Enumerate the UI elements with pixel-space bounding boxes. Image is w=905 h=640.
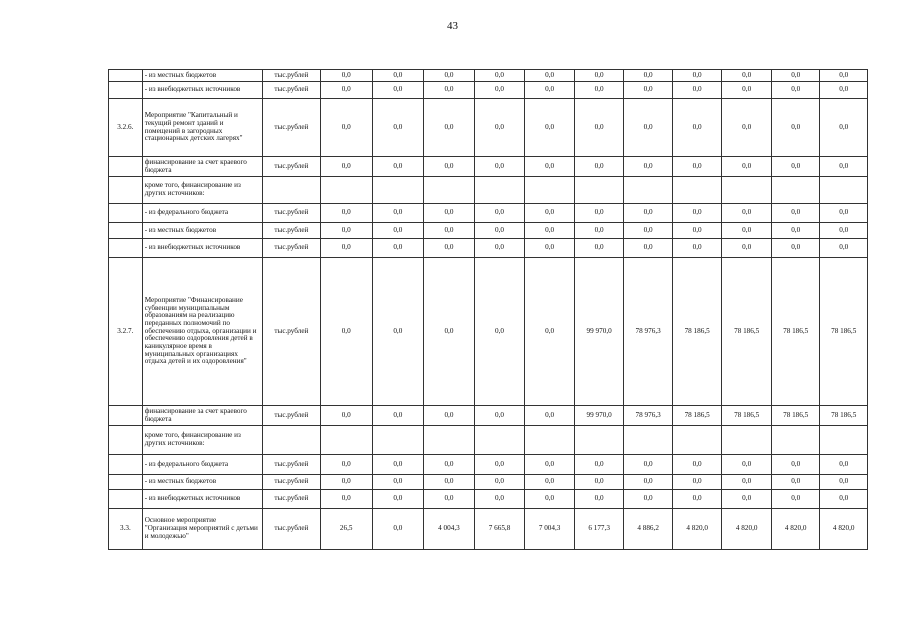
value-cell: 0,0: [424, 239, 475, 258]
value-cell: 0,0: [672, 490, 722, 509]
table-row: [109, 82, 868, 99]
value-cell: [424, 426, 475, 455]
value-cell: 0,0: [372, 490, 424, 509]
value-cell: 99 970,0: [574, 406, 624, 426]
value-cell: 7 004,3: [525, 509, 575, 550]
value-cell: 0,0: [771, 239, 819, 258]
value-cell: 0,0: [474, 406, 525, 426]
value-cell: 0,0: [320, 239, 372, 258]
value-cell: 0,0: [820, 455, 868, 475]
value-cell: 0,0: [771, 70, 819, 82]
value-cell: 0,0: [624, 490, 672, 509]
value-cell: 0,0: [424, 82, 475, 99]
value-cell: 0,0: [372, 157, 424, 177]
value-cell: [320, 426, 372, 455]
value-cell: 0,0: [820, 157, 868, 177]
value-cell: 0,0: [624, 223, 672, 239]
value-cell: 0,0: [820, 204, 868, 223]
row-name: Мероприятие "Капитальный и текущий ремонт зданий и помещений в загородных стационарных детских лагерях": [142, 99, 262, 157]
value-cell: [372, 177, 424, 204]
value-cell: 0,0: [722, 70, 772, 82]
value-cell: 0,0: [372, 258, 424, 406]
value-cell: 0,0: [722, 475, 772, 490]
row-code: [109, 490, 143, 509]
row-code: [109, 455, 143, 475]
value-cell: [672, 177, 722, 204]
row-unit: тыс.рублей: [262, 509, 320, 550]
value-cell: 0,0: [320, 157, 372, 177]
row-name: финансирование за счет краевого бюджета: [142, 406, 262, 426]
value-cell: 78 186,5: [672, 258, 722, 406]
value-cell: 0,0: [474, 82, 525, 99]
value-cell: 0,0: [474, 239, 525, 258]
row-name: кроме того, финансирование из других источников:: [142, 177, 262, 204]
table-row: [109, 490, 868, 509]
value-cell: 0,0: [424, 223, 475, 239]
row-code: [109, 82, 143, 99]
value-cell: 0,0: [372, 509, 424, 550]
value-cell: [424, 177, 475, 204]
value-cell: 0,0: [474, 455, 525, 475]
value-cell: 0,0: [672, 455, 722, 475]
table-row: [109, 406, 868, 426]
value-cell: 0,0: [424, 204, 475, 223]
value-cell: [771, 177, 819, 204]
value-cell: 0,0: [424, 490, 475, 509]
table-row: [109, 157, 868, 177]
value-cell: 0,0: [525, 82, 575, 99]
value-cell: 0,0: [574, 82, 624, 99]
value-cell: 0,0: [624, 157, 672, 177]
value-cell: [474, 426, 525, 455]
table-row: [109, 223, 868, 239]
value-cell: 0,0: [372, 204, 424, 223]
row-code: [109, 157, 143, 177]
value-cell: [525, 177, 575, 204]
value-cell: 0,0: [320, 223, 372, 239]
value-cell: 0,0: [372, 223, 424, 239]
value-cell: 0,0: [525, 475, 575, 490]
row-code: [109, 406, 143, 426]
value-cell: [624, 426, 672, 455]
value-cell: 0,0: [820, 223, 868, 239]
value-cell: 0,0: [424, 70, 475, 82]
value-cell: 0,0: [574, 475, 624, 490]
value-cell: 78 186,5: [820, 258, 868, 406]
value-cell: 0,0: [525, 204, 575, 223]
value-cell: 0,0: [820, 82, 868, 99]
value-cell: [722, 426, 772, 455]
row-code: [109, 426, 143, 455]
value-cell: 0,0: [424, 258, 475, 406]
value-cell: 0,0: [574, 223, 624, 239]
value-cell: 0,0: [474, 490, 525, 509]
value-cell: 26,5: [320, 509, 372, 550]
value-cell: 0,0: [820, 475, 868, 490]
value-cell: [320, 177, 372, 204]
value-cell: 0,0: [474, 99, 525, 157]
value-cell: 0,0: [672, 99, 722, 157]
value-cell: 0,0: [474, 475, 525, 490]
row-name: - из внебюджетных источников: [142, 239, 262, 258]
value-cell: 0,0: [624, 99, 672, 157]
value-cell: 0,0: [672, 204, 722, 223]
row-code: [109, 70, 143, 82]
value-cell: 0,0: [424, 99, 475, 157]
value-cell: 0,0: [574, 204, 624, 223]
row-name: кроме того, финансирование из других источников:: [142, 426, 262, 455]
value-cell: 0,0: [722, 455, 772, 475]
value-cell: 0,0: [820, 490, 868, 509]
row-name: Основное мероприятие "Организация мероприятий с детьми и молодежью": [142, 509, 262, 550]
value-cell: 6 177,3: [574, 509, 624, 550]
value-cell: [771, 426, 819, 455]
value-cell: 0,0: [820, 70, 868, 82]
value-cell: 0,0: [320, 490, 372, 509]
value-cell: 0,0: [722, 82, 772, 99]
value-cell: 0,0: [320, 82, 372, 99]
value-cell: 4 820,0: [722, 509, 772, 550]
row-name: финансирование за счет краевого бюджета: [142, 157, 262, 177]
value-cell: 78 186,5: [771, 406, 819, 426]
value-cell: 0,0: [474, 70, 525, 82]
value-cell: 0,0: [525, 406, 575, 426]
value-cell: 0,0: [372, 406, 424, 426]
value-cell: 0,0: [722, 223, 772, 239]
value-cell: 0,0: [320, 70, 372, 82]
row-unit: тыс.рублей: [262, 406, 320, 426]
row-unit: тыс.рублей: [262, 455, 320, 475]
table-row: [109, 475, 868, 490]
value-cell: [474, 177, 525, 204]
row-unit: тыс.рублей: [262, 82, 320, 99]
value-cell: [574, 177, 624, 204]
value-cell: 0,0: [672, 70, 722, 82]
value-cell: 99 970,0: [574, 258, 624, 406]
value-cell: 0,0: [372, 239, 424, 258]
row-name: - из местных бюджетов: [142, 475, 262, 490]
table-row: [109, 204, 868, 223]
row-code: [109, 475, 143, 490]
value-cell: 78 186,5: [722, 406, 772, 426]
row-code: [109, 223, 143, 239]
row-unit: тыс.рублей: [262, 99, 320, 157]
row-unit: тыс.рублей: [262, 204, 320, 223]
row-unit: тыс.рублей: [262, 70, 320, 82]
value-cell: 0,0: [574, 490, 624, 509]
value-cell: 0,0: [424, 157, 475, 177]
value-cell: 4 820,0: [672, 509, 722, 550]
value-cell: 0,0: [820, 239, 868, 258]
table-row: [109, 455, 868, 475]
value-cell: 0,0: [525, 490, 575, 509]
value-cell: 0,0: [624, 455, 672, 475]
value-cell: 0,0: [320, 204, 372, 223]
table-row: [109, 70, 868, 82]
value-cell: 78 976,3: [624, 406, 672, 426]
value-cell: [525, 426, 575, 455]
value-cell: 0,0: [820, 99, 868, 157]
value-cell: 0,0: [771, 82, 819, 99]
budget-table: [108, 69, 868, 550]
row-unit: тыс.рублей: [262, 258, 320, 406]
value-cell: 0,0: [525, 258, 575, 406]
value-cell: 0,0: [624, 70, 672, 82]
value-cell: 0,0: [574, 455, 624, 475]
value-cell: 0,0: [574, 70, 624, 82]
row-code: [109, 204, 143, 223]
value-cell: 0,0: [424, 455, 475, 475]
row-name: - из федерального бюджета: [142, 204, 262, 223]
row-code: 3.2.6.: [109, 99, 143, 157]
value-cell: 0,0: [574, 99, 624, 157]
row-code: 3.2.7.: [109, 258, 143, 406]
value-cell: 7 665,8: [474, 509, 525, 550]
row-name: - из местных бюджетов: [142, 223, 262, 239]
row-name: - из местных бюджетов: [142, 70, 262, 82]
row-unit: тыс.рублей: [262, 475, 320, 490]
row-code: [109, 239, 143, 258]
value-cell: 0,0: [672, 223, 722, 239]
value-cell: 0,0: [525, 99, 575, 157]
value-cell: 0,0: [320, 475, 372, 490]
value-cell: [372, 426, 424, 455]
value-cell: 0,0: [771, 157, 819, 177]
value-cell: 0,0: [424, 475, 475, 490]
value-cell: 0,0: [624, 239, 672, 258]
value-cell: 4 004,3: [424, 509, 475, 550]
value-cell: 0,0: [474, 204, 525, 223]
value-cell: 0,0: [525, 455, 575, 475]
value-cell: 0,0: [672, 157, 722, 177]
value-cell: 0,0: [771, 455, 819, 475]
value-cell: 0,0: [722, 157, 772, 177]
table-row: [109, 426, 868, 455]
row-code: 3.3.: [109, 509, 143, 550]
value-cell: 0,0: [624, 204, 672, 223]
row-unit: тыс.рублей: [262, 490, 320, 509]
value-cell: 0,0: [474, 157, 525, 177]
value-cell: 0,0: [722, 490, 772, 509]
value-cell: [672, 426, 722, 455]
value-cell: 0,0: [320, 406, 372, 426]
row-code: [109, 177, 143, 204]
value-cell: 0,0: [722, 99, 772, 157]
value-cell: 78 186,5: [722, 258, 772, 406]
value-cell: 0,0: [525, 239, 575, 258]
value-cell: [624, 177, 672, 204]
value-cell: 0,0: [574, 157, 624, 177]
value-cell: 0,0: [372, 475, 424, 490]
value-cell: 4 820,0: [771, 509, 819, 550]
value-cell: 4 886,2: [624, 509, 672, 550]
table-row: [109, 509, 868, 550]
value-cell: 0,0: [372, 70, 424, 82]
table-row: [109, 239, 868, 258]
value-cell: 0,0: [525, 223, 575, 239]
row-name: - из внебюджетных источников: [142, 82, 262, 99]
value-cell: 0,0: [320, 455, 372, 475]
value-cell: [820, 426, 868, 455]
value-cell: 0,0: [624, 475, 672, 490]
value-cell: 0,0: [474, 223, 525, 239]
row-name: - из федерального бюджета: [142, 455, 262, 475]
row-unit: тыс.рублей: [262, 239, 320, 258]
value-cell: [722, 177, 772, 204]
row-unit: [262, 177, 320, 204]
value-cell: 78 976,3: [624, 258, 672, 406]
value-cell: [574, 426, 624, 455]
value-cell: 0,0: [624, 82, 672, 99]
value-cell: 0,0: [672, 82, 722, 99]
value-cell: 0,0: [525, 70, 575, 82]
value-cell: [820, 177, 868, 204]
page-number: 43: [447, 20, 458, 32]
table-row: [109, 258, 868, 406]
row-unit: [262, 426, 320, 455]
table-row: [109, 99, 868, 157]
value-cell: 0,0: [771, 204, 819, 223]
value-cell: 0,0: [320, 99, 372, 157]
value-cell: 4 820,0: [820, 509, 868, 550]
value-cell: 78 186,5: [771, 258, 819, 406]
row-name: Мероприятие "Финансирование субвенции муниципальным образованиям на реализацию переданных полномочий по обеспечению отдыха, организации и обеспечению оздоровления детей в каникулярное время в муниципальных организациях отдыха детей и их оздоровления": [142, 258, 262, 406]
value-cell: 78 186,5: [672, 406, 722, 426]
value-cell: 0,0: [372, 455, 424, 475]
value-cell: 0,0: [672, 239, 722, 258]
value-cell: 0,0: [525, 157, 575, 177]
value-cell: 0,0: [474, 258, 525, 406]
value-cell: 0,0: [771, 475, 819, 490]
value-cell: 0,0: [372, 99, 424, 157]
value-cell: 0,0: [771, 223, 819, 239]
value-cell: 0,0: [771, 99, 819, 157]
table-row: [109, 177, 868, 204]
value-cell: 0,0: [771, 490, 819, 509]
value-cell: 0,0: [672, 475, 722, 490]
value-cell: 0,0: [722, 204, 772, 223]
row-name: - из внебюджетных источников: [142, 490, 262, 509]
row-unit: тыс.рублей: [262, 223, 320, 239]
value-cell: 0,0: [372, 82, 424, 99]
value-cell: 0,0: [424, 406, 475, 426]
value-cell: 0,0: [574, 239, 624, 258]
value-cell: 0,0: [320, 258, 372, 406]
value-cell: 78 186,5: [820, 406, 868, 426]
value-cell: 0,0: [722, 239, 772, 258]
row-unit: тыс.рублей: [262, 157, 320, 177]
